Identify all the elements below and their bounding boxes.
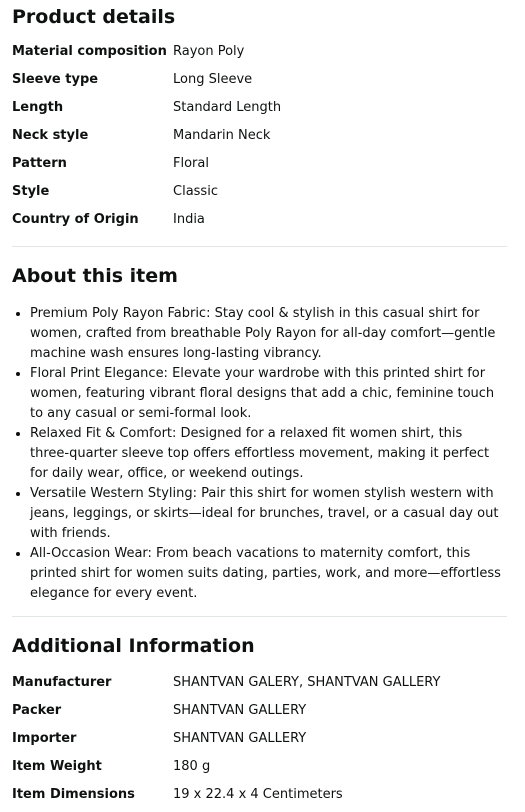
info-value: 180 g <box>173 759 211 774</box>
spec-row-style <box>12 178 513 206</box>
info-row-item-dimensions <box>12 781 513 809</box>
spec-value: Floral <box>173 156 209 171</box>
info-row-importer <box>12 725 513 753</box>
spec-value: Long Sleeve <box>173 72 253 87</box>
additional-information-heading: Additional Information <box>12 635 255 657</box>
spec-row-sleeve-type <box>12 66 513 94</box>
spec-key: Style <box>12 184 50 199</box>
additional-information-section <box>12 634 513 809</box>
info-key: Manufacturer <box>12 675 112 690</box>
spec-value: Rayon Poly <box>173 44 245 59</box>
spec-key: Sleeve type <box>12 72 99 87</box>
info-value: 19 x 22.4 x 4 Centimeters <box>173 787 343 802</box>
spec-value: Mandarin Neck <box>173 128 271 143</box>
feature-bullet-list <box>12 304 513 604</box>
about-this-item-heading: About this item <box>12 265 178 287</box>
info-value: SHANTVAN GALLERY <box>173 731 307 746</box>
product-details-heading: Product details <box>12 6 176 28</box>
feature-bullet: • All-Occasion Wear: From beach vacations to maternity comfort, this printed shirt for women suits dating, parties, work, and more—effortless elegance for every event. <box>30 544 513 604</box>
spec-key: Neck style <box>12 128 89 143</box>
info-key: Packer <box>12 703 62 718</box>
about-this-item-section <box>12 264 513 604</box>
spec-row-pattern <box>12 150 513 178</box>
product-details-section <box>12 0 513 234</box>
section-divider <box>12 246 507 247</box>
spec-value: India <box>173 212 205 227</box>
spec-value: Classic <box>173 184 218 199</box>
product-details-table <box>12 38 513 234</box>
spec-key: Pattern <box>12 156 67 171</box>
info-value: SHANTVAN GALERY, SHANTVAN GALLERY <box>173 675 441 690</box>
info-value: SHANTVAN GALLERY <box>173 703 307 718</box>
info-row-packer <box>12 697 513 725</box>
spec-key: Material composition <box>12 44 167 59</box>
info-key: Item Weight <box>12 759 102 774</box>
spec-key: Length <box>12 100 64 115</box>
spec-row-length <box>12 94 513 122</box>
spec-row-material <box>12 38 513 66</box>
feature-bullet: • Premium Poly Rayon Fabric: Stay cool & stylish in this casual shirt for women, crafted from breathable Poly Rayon for all-day comfort—gentle machine wash ensures long-lasting vibrancy. <box>30 304 513 364</box>
info-key: Item Dimensions <box>12 787 135 802</box>
spec-row-neck-style <box>12 122 513 150</box>
additional-information-table <box>12 669 513 809</box>
feature-bullet: • Floral Print Elegance: Elevate your wardrobe with this printed shirt for women, featuring vibrant floral designs that add a chic, feminine touch to any casual or semi-formal look. <box>30 364 513 424</box>
feature-bullet: • Versatile Western Styling: Pair this shirt for women stylish western with jeans, leggings, or skirts—ideal for brunches, travel, or a casual day out with friends. <box>30 484 513 544</box>
feature-bullet: • Relaxed Fit & Comfort: Designed for a relaxed fit women shirt, this three-quarter sleeve top offers effortless movement, making it perfect for daily wear, office, or weekend outings. <box>30 424 513 484</box>
info-key: Importer <box>12 731 77 746</box>
info-row-item-weight <box>12 753 513 781</box>
spec-key: Country of Origin <box>12 212 139 227</box>
spec-row-country-of-origin <box>12 206 513 234</box>
spec-value: Standard Length <box>173 100 282 115</box>
section-divider <box>12 616 507 617</box>
info-row-manufacturer <box>12 669 513 697</box>
